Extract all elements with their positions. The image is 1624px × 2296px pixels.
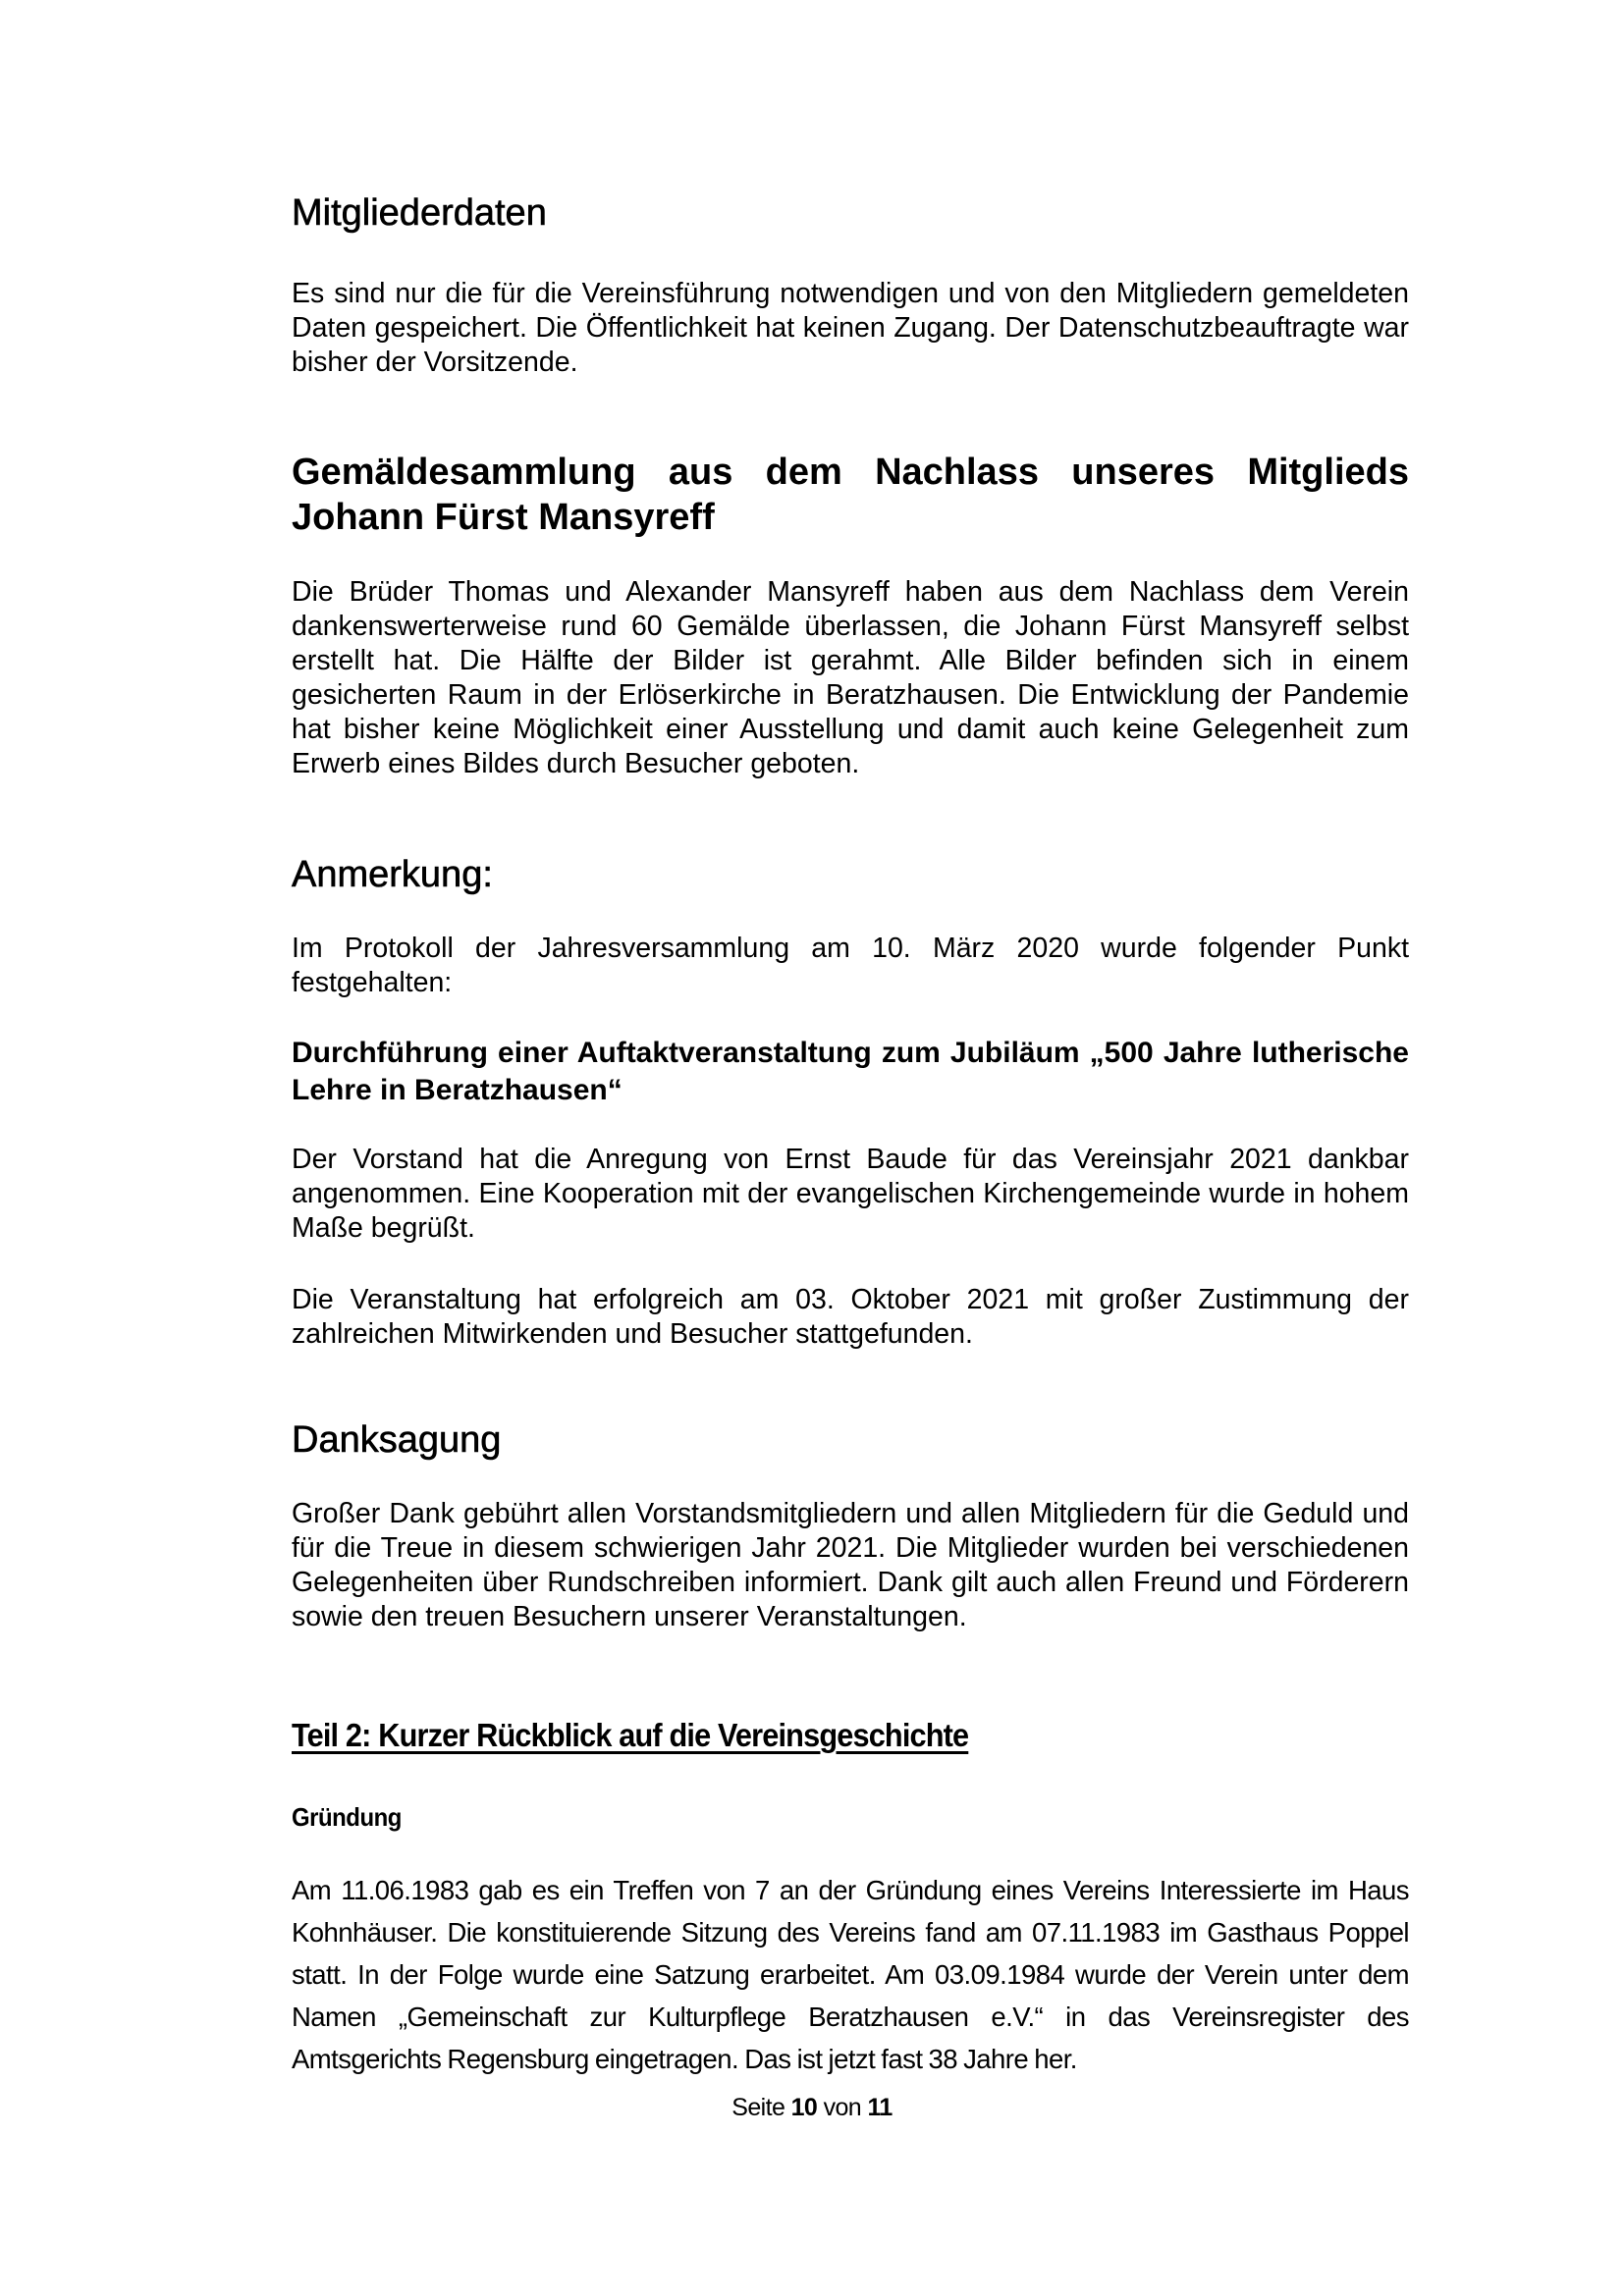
paragraph-gemaeldesammlung: Die Brüder Thomas und Alexander Mansyreff haben aus dem Nachlass dem Verein dankenswerterweise rund 60 Gemälde überlassen, die Johann Fürst Mansyreff selbst erstellt hat. Die Hälfte der Bilder ist gerahmt. Alle Bilder befinden sich in einem gesicherten Raum in der Erlöserkirche in Beratzhausen. Die Entwicklung der Pandemie hat bisher keine Möglichkeit einer Ausstellung und damit auch keine Gelegenheit zum Erwerb eines Bildes durch Besucher geboten. [292,576,1409,779]
heading-gemaeldesammlung: Gemäldesammlung aus dem Nachlass unseres Mitglieds Johann Fürst Mansyreff [292,452,1409,538]
section-danksagung-body [292,1497,1409,1634]
section-anmerkung-p2 [292,1283,1409,1352]
paragraph-vorstand: Der Vorstand hat die Anregung von Ernst Baude für das Vereinsjahr 2021 dankbar angenommen. Eine Kooperation mit der evangelischen Kirchengemeinde wurde in hohem Maße begrüßt. [292,1144,1409,1244]
paragraph-anmerkung-intro: Im Protokoll der Jahresversammlung am 10. März 2020 wurde folgender Punkt festgehalten: [292,933,1409,998]
heading-teil2: Teil 2: Kurzer Rückblick auf die Vereinsgeschichte [292,1717,969,1753]
section-anmerkung [292,852,1409,897]
footer-total-pages: 11 [867,2094,893,2121]
section-anmerkung-p1 [292,1143,1409,1246]
page-footer [0,2094,1624,2122]
subheading-gruendung: Gründung [292,1802,402,1832]
subheading-auftaktveranstaltung: Durchführung einer Auftaktveranstaltung zum Jubiläum „500 Jahre lutherische Lehre in Beratzhausen“ [292,1037,1409,1106]
section-anmerkung-subheading [292,1035,1409,1109]
paragraph-gruendung: Am 11.06.1983 gab es ein Treffen von 7 an der Gründung eines Vereins Interessierte im Haus Kohnhäuser. Die konstituierende Sitzung des Vereins fand am 07.11.1983 im Gasthaus Poppel statt. In der Folge wurde eine Satzung erarbeitet. Am 03.09.1984 wurde der Verein unter dem Namen „Gemeinschaft zur Kulturpflege Beratzhausen e.V.“ in das Vereinsregister des Amtsgerichts Regensburg eingetragen. Das ist jetzt fast 38 Jahre her. [292,1875,1409,2074]
paragraph-mitgliederdaten: Es sind nur die für die Vereinsführung notwendigen und von den Mitgliedern gemeldeten Daten gespeichert. Die Öffentlichkeit hat keinen Zugang. Der Datenschutzbeauftragte war bisher der Vorsitzende. [292,278,1409,378]
section-gemaeldesammlung-body [292,575,1409,781]
section-gruendung-body [292,1869,1409,2080]
footer-current-page: 10 [790,2094,818,2121]
section-anmerkung-intro [292,932,1409,1000]
heading-anmerkung: Anmerkung: [292,854,493,895]
section-teil2 [292,1716,1409,1755]
section-gemaeldesammlung [292,450,1409,540]
heading-mitgliederdaten: Mitgliederdaten [292,192,547,234]
section-danksagung [292,1417,1409,1463]
footer-separator: von [823,2094,862,2121]
section-mitgliederdaten-body [292,277,1409,380]
paragraph-veranstaltung: Die Veranstaltung hat erfolgreich am 03. Oktober 2021 mit großer Zustimmung der zahlreichen Mitwirkenden und Besucher stattgefunden. [292,1284,1409,1350]
paragraph-danksagung: Großer Dank gebührt allen Vorstandsmitgliedern und allen Mitgliedern für die Geduld und für die Treue in diesem schwierigen Jahr 2021. Die Mitglieder wurden bei verschiedenen Gelegenheiten über Rundschreiben informiert. Dank gilt auch allen Freund und Förderern sowie den treuen Besuchern unserer Veranstaltungen. [292,1498,1409,1632]
heading-danksagung: Danksagung [292,1419,502,1461]
section-mitgliederdaten [292,190,1409,236]
footer-prefix: Seite [731,2094,785,2121]
section-gruendung [292,1801,1409,1833]
